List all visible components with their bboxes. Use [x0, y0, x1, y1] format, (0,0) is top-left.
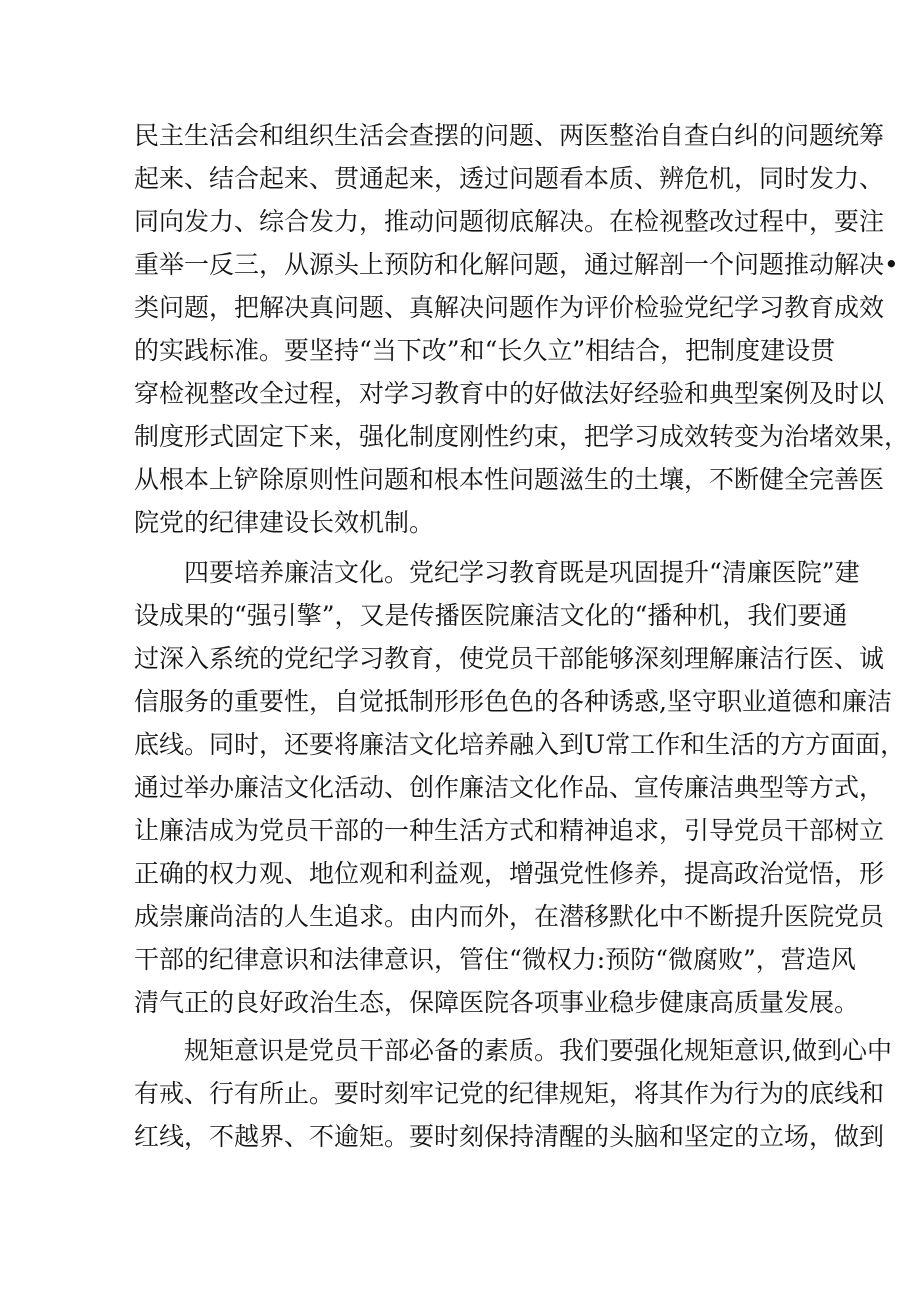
text-line: 干部的纪律意识和法律意识，管住“微权力:预防“微腐败”，营造风 [134, 945, 856, 974]
paragraph-first-line: 规矩意识是党员干部必备的素质。我们要强化规矩意识,做到心中 [184, 1036, 892, 1065]
text-line: 的实践标准。要坚持“当下改”和“长久立”相结合，把制度建设贯 [134, 336, 836, 365]
paragraph-first-line: 四要培养廉洁文化。党纪学习教育既是巩固提升“清廉医院”建 [184, 558, 860, 587]
text-line: 成崇廉尚洁的人生追求。由内而外，在潜移默化中不断提升医院党员 [134, 902, 885, 931]
text-line: 清气正的良好政治生态，保障医院各项事业稳步健康高质量发展。 [134, 988, 860, 1017]
text-line: 穿检视整改全过程，对学习教育中的好做法好经验和典型案例及时以 [134, 379, 885, 408]
text-line: 有戒、行有所止。要时刻牢记党的纪律规矩，将其作为行为的底线和 [134, 1079, 885, 1108]
text-line: 信服务的重要性，自觉抵制形形色色的各种诱惑,坚守职业道德和廉洁 [134, 687, 892, 716]
text-line: 过深入系统的党纪学习教育，使党员干部能够深刻理解廉洁行医、诚 [134, 644, 885, 673]
text-line: 红线，不越界、不逾矩。要时刻保持清醒的头脑和坚定的立场，做到 [134, 1122, 885, 1151]
text-line: 重举一反三，从源头上预防和化解问题，通过解剖一个问题推动解决• [134, 250, 899, 279]
text-line: 院党的纪律建设长效机制。 [134, 508, 435, 537]
text-line: 民主生活会和组织生活会查摆的问题、两医整治自查白纠的问题统筹 [134, 121, 885, 150]
text-line: 让廉洁成为党员干部的一种生活方式和精神追求，引导党员干部树立 [134, 816, 885, 845]
text-line: 底线。同时，还要将廉洁文化培养融入到U常工作和生活的方方面面， [134, 730, 906, 759]
text-line: 制度形式固定下来，强化制度刚性约束，把学习成效转变为治堵效果， [134, 422, 910, 451]
text-line: 通过举办廉洁文化活动、创作廉洁文化作品、宣传廉洁典型等方式， [134, 773, 885, 802]
text-line: 设成果的“强引擎”，又是传播医院廉洁文化的“播种机，我们要通 [134, 601, 848, 630]
text-line: 正确的权力观、地位观和利益观，增强党性修养，提高政治觉悟，形 [134, 859, 885, 888]
text-line: 类问题，把解决真问题、真解决问题作为评价检验党纪学习教育成效 [134, 293, 885, 322]
text-line: 起来、结合起来、贯通起来，透过问题看本质、辨危机，同时发力、 [134, 164, 885, 193]
text-line: 同向发力、综合发力，推动问题彻底解决。在检视整改过程中，要注 [134, 207, 885, 236]
text-line: 从根本上铲除原则性问题和根本性问题滋生的土壤，不断健全完善医 [134, 465, 885, 494]
